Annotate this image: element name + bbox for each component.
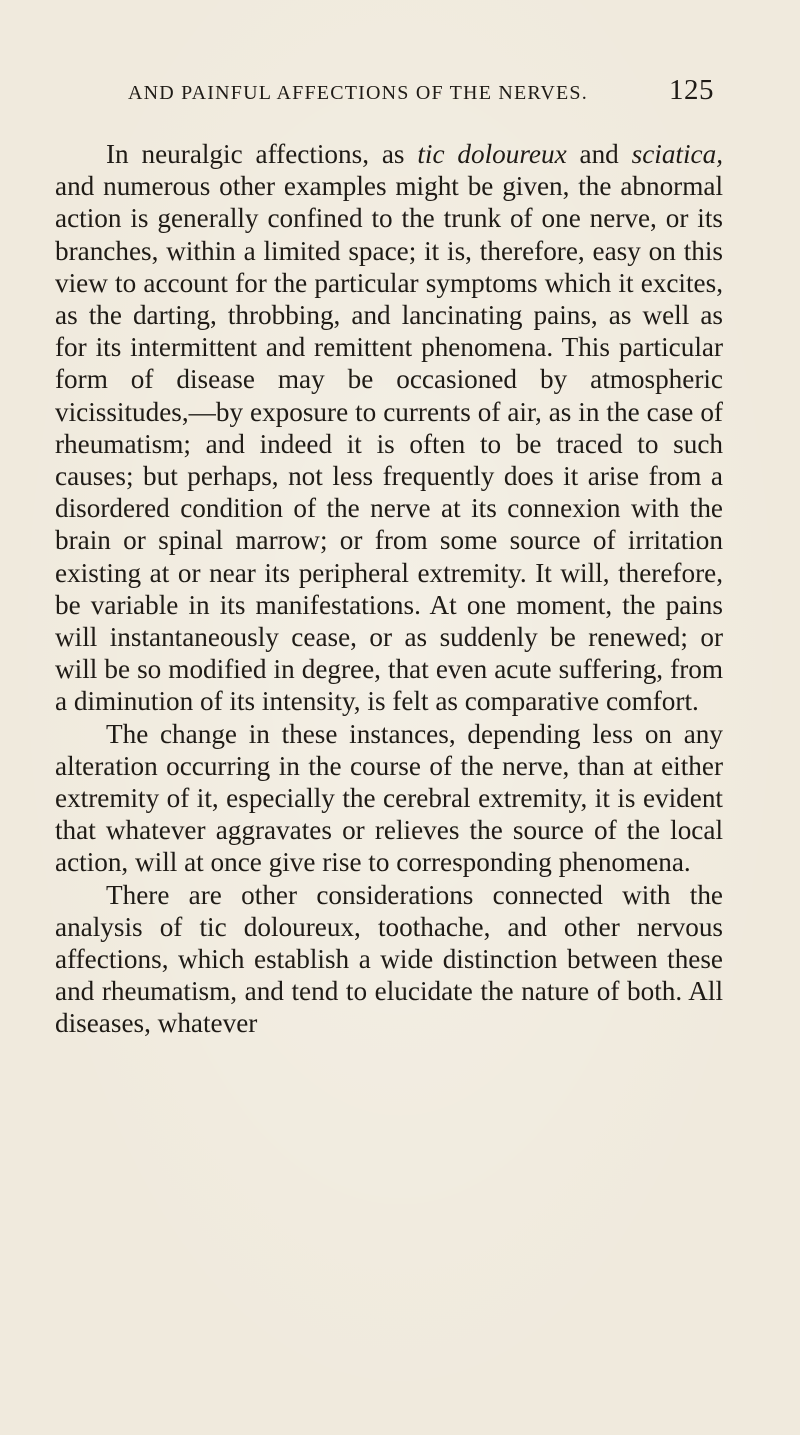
paragraph-2 [55, 718, 723, 879]
paragraph-1 [55, 138, 723, 718]
text-segment: There are other considerations connected with the analysis of tic doloureux, toothache, and other nervous affections, which establish a wide distinction between these and rheumatism, and tend to elucidate the nature of both. All diseases, whatever [55, 879, 723, 1039]
paragraph-3 [55, 879, 723, 1040]
running-title: AND PAINFUL AFFECTIONS OF THE NERVES. [128, 82, 588, 104]
body-text [55, 138, 723, 1040]
text-segment: In neuralgic affections, as [106, 139, 418, 169]
page-number: 125 [669, 74, 714, 106]
text-segment: The change in these instances, depending less on any alteration occurring in the course of the nerve, than at either extremity of it, especially the cerebral extremity, it is evident that whatever aggravates or relieves the source of the local action, will at once give rise to corresponding phenomena. [55, 718, 723, 878]
italic-term-tic-doloureux: tic doloureux [417, 139, 567, 169]
running-head [128, 74, 714, 114]
text-segment: and [566, 139, 632, 169]
text-segment: and numerous other examples might be given, the abnormal action is generally confined to the trunk of one nerve, or its branches, within a limited space; it is, therefore, easy on this view to account for the particular symptoms which it excites, as the darting, throbbing, and lancinating pains, as well as for its intermittent and remittent phenomena. This particular form of disease may be occasioned by atmospheric vicissitudes,—by exposure to currents of air, as in the case of rheumatism; and indeed it is often to be traced to such causes; but perhaps, not less frequently does it arise from a disordered condition of the nerve at its connexion with the brain or spinal marrow; or from some source of irritation existing at or near its peripheral extremity. It will, therefore, be variable in its manifestations. At one moment, the pains will instantaneously cease, or as suddenly be renewed; or will be so modified in degree, that even acute suffering, from a diminution of its intensity, is felt as comparative comfort. [55, 171, 723, 717]
italic-term-sciatica: sciatica, [631, 139, 723, 169]
